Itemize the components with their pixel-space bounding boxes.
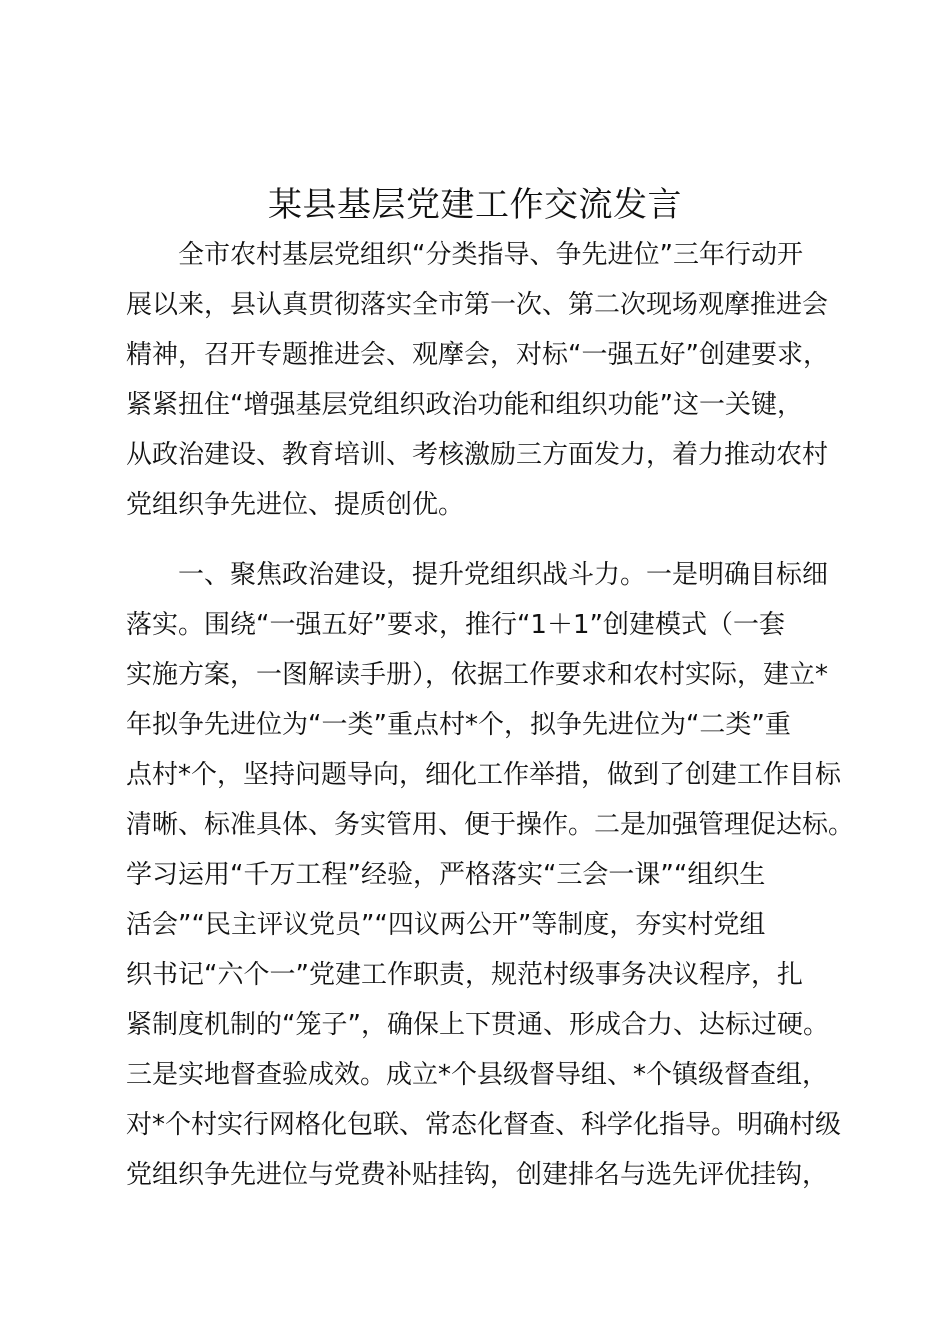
document-body: [126, 230, 855, 1200]
paragraph-1-line-1: 全市农村基层党组织“分类指导、争先进位”三年行动开: [178, 240, 803, 270]
paragraph-1-line-4: 紧紧扭住“增强基层党组织政治功能和组织功能”这一关键，: [126, 390, 803, 420]
paragraph-2-line-6: 清晰、标准具体、务实管用、便于操作。二是加强管理促达标。: [126, 810, 855, 840]
paragraph-2-line-3: 实施方案，一图解读手册），依据工作要求和农村实际，建立*: [126, 660, 829, 690]
paragraph-spacer: [126, 530, 842, 550]
document-title: 某县基层党建工作交流发言: [268, 185, 682, 225]
paragraph-2-line-11: 三是实地督查验成效。成立*个县级督导组、*个镇级督查组，: [126, 1060, 829, 1090]
paragraph-2-line-8: 活会”“民主评议党员”“四议两公开”等制度，夯实村党组: [126, 910, 766, 940]
paragraph-2-line-12: 对*个村实行网格化包联、常态化督查、科学化指导。明确村级: [126, 1110, 842, 1140]
paragraph-2-line-2: 落实。围绕“一强五好”要求，推行“1＋1”创建模式（一套: [126, 610, 785, 640]
paragraph-2-line-10: 紧制度机制的“笼子”，确保上下贯通、形成合力、达标过硬。: [126, 1010, 829, 1040]
paragraph-2-line-13: 党组织争先进位与党费补贴挂钩，创建排名与选先评优挂钩，: [126, 1160, 829, 1190]
paragraph-1-line-2: 展以来，县认真贯彻落实全市第一次、第二次现场观摩推进会: [126, 290, 829, 320]
paragraph-2-line-1: 一、聚焦政治建设，提升党组织战斗力。一是明确目标细: [178, 560, 829, 590]
paragraph-2-line-5: 点村*个，坚持问题导向，细化工作举措，做到了创建工作目标: [126, 760, 842, 790]
paragraph-2-line-9: 织书记“六个一”党建工作职责，规范村级事务决议程序，扎: [126, 960, 803, 990]
paragraph-1-line-6: 党组织争先进位、提质创优。: [126, 490, 465, 520]
paragraph-1-line-3: 精神，召开专题推进会、观摩会，对标“一强五好”创建要求，: [126, 340, 829, 370]
paragraph-1-line-5: 从政治建设、教育培训、考核激励三方面发力，着力推动农村: [126, 440, 829, 470]
paragraph-2-line-7: 学习运用“千万工程”经验，严格落实“三会一课”“组织生: [126, 860, 766, 890]
paragraph-2-line-4: 年拟争先进位为“一类”重点村*个，拟争先进位为“二类”重: [126, 710, 791, 740]
